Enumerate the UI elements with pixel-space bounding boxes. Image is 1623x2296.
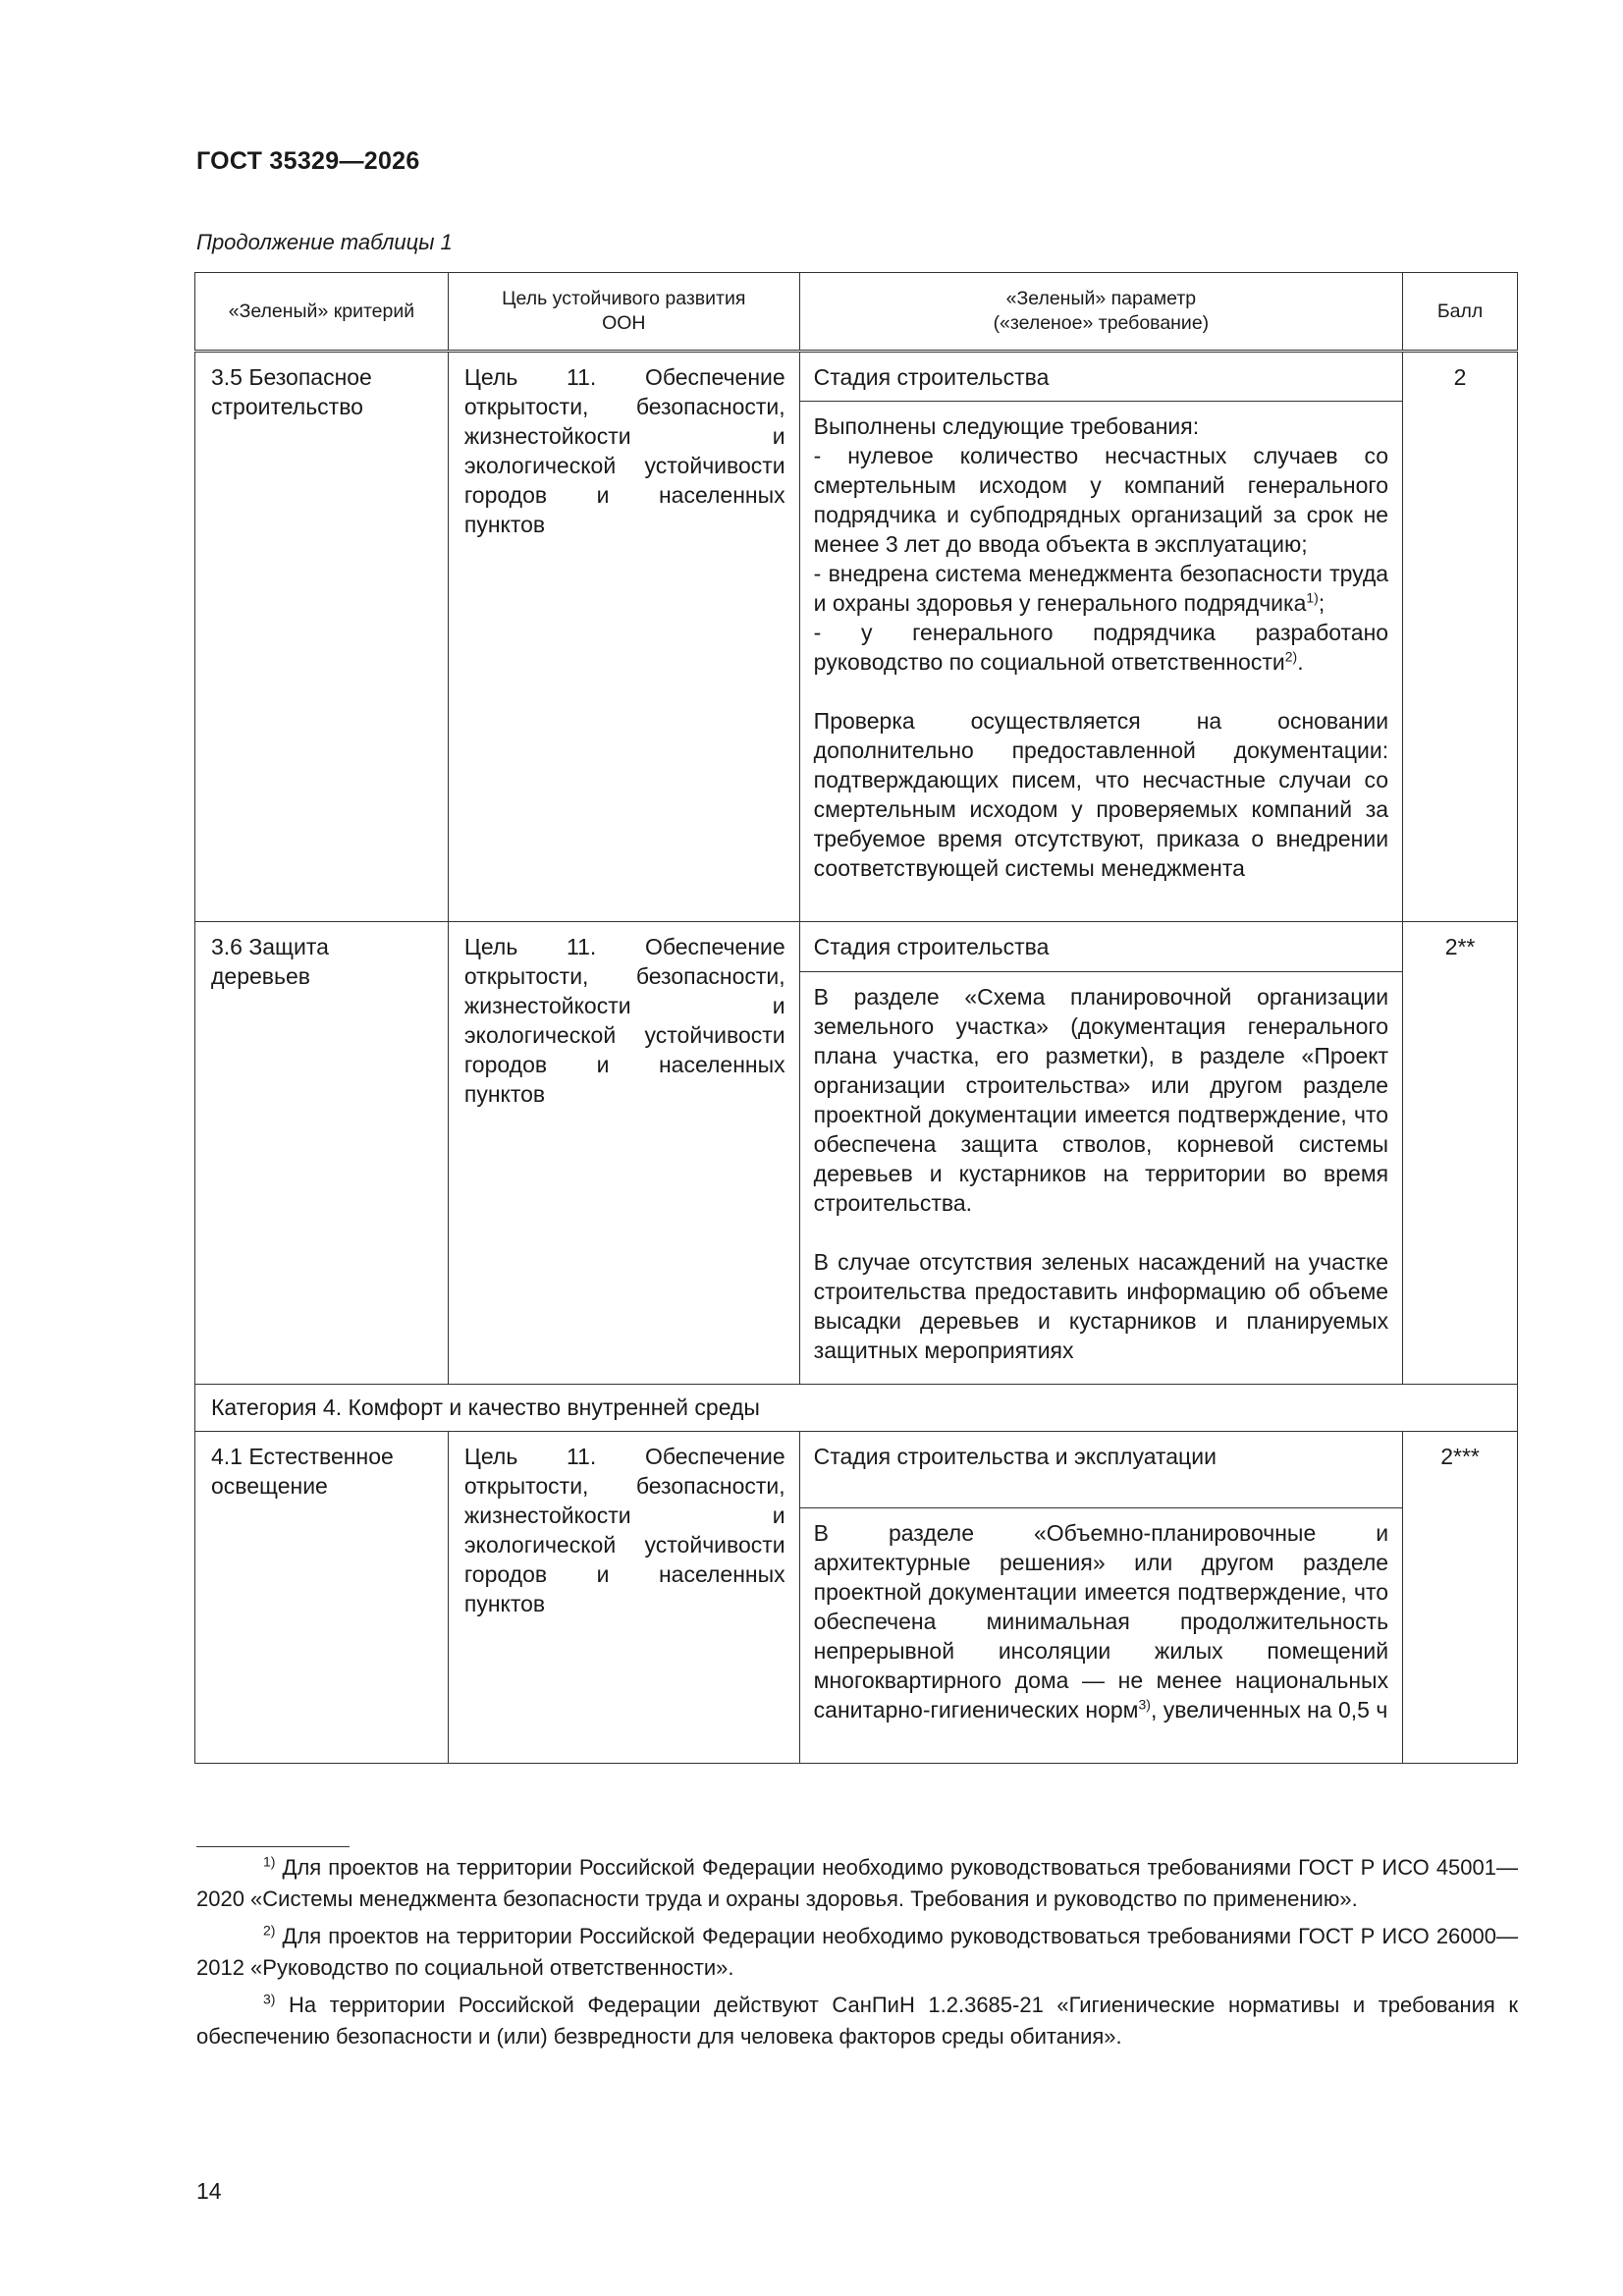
score-cell: 2***	[1403, 1432, 1518, 1764]
footnote-text: Для проектов на территории Российской Федерации необходимо руководствоваться требованиями ГОСТ Р ИСО 45001—2020 «Системы менеджмента безопасности труда и охраны здоровья. Требования и руководство по применению».	[196, 1855, 1518, 1911]
footnote-ref: 2)	[1284, 648, 1298, 665]
score-cell: 2**	[1403, 922, 1518, 1385]
footnote-text: На территории Российской Федерации действуют СанПиН 1.2.3685-21 «Гигиенические нормативы и требования к обеспечению безопасности и (или) безвредности для человека факторов среды обитания».	[196, 1993, 1518, 2049]
stage-cell: Стадия строительства и эксплуатации	[799, 1432, 1402, 1508]
category-cell: Категория 4. Комфорт и качество внутренней среды	[195, 1385, 1518, 1432]
footnote-mark: 1)	[263, 1853, 276, 1870]
footnote-ref: 1)	[1306, 589, 1319, 606]
requirements-cell	[799, 1508, 1402, 1764]
requirements-intro: Выполнены следующие требования:	[813, 413, 1200, 439]
criterion-cell: 3.5 Безопасное строительство	[195, 352, 449, 922]
footnote-mark: 2)	[263, 1922, 276, 1939]
verification-text: Проверка осуществляется на основании дополнительно предоставленной документации: подтверждающих писем, что несчастные случаи со смертельным исходом у проверяемых компаний за требуемое время отсутствуют, приказа о внедрении соответствующей системы менеджмента	[813, 708, 1389, 881]
requirement-text: В разделе «Схема планировочной организации земельного участка» (документация генерального плана участка, его разметки), в разделе «Проект организации строительства» или другом разделе проектной документации имеется подтверждение, что обеспечена защита стволов, корневой системы деревьев и кустарников на территории во время строительства.	[813, 984, 1389, 1216]
document-header: ГОСТ 35329—2026	[196, 147, 420, 175]
footnote	[196, 1852, 1518, 1915]
goal-cell: Цель 11. Обеспечение открытости, безопасности, жизнестойкости и экологической устойчивости городов и населенных пунктов	[448, 922, 799, 1385]
column-header-goal-line2: ООН	[602, 312, 646, 334]
column-header-goal	[448, 273, 799, 352]
table-row	[195, 922, 1518, 972]
requirement-item: - внедрена система менеджмента безопасности труда и охраны здоровья у генерального подрядчика	[813, 561, 1389, 616]
goal-cell: Цель 11. Обеспечение открытости, безопасности, жизнестойкости и экологической устойчивости городов и населенных пунктов	[448, 352, 799, 922]
requirement-item: - нулевое количество несчастных случаев со смертельным исходом у компаний генерального подрядчика и субподрядных организаций за срок не менее 3 лет до ввода объекта в эксплуатацию;	[813, 443, 1389, 557]
requirements-cell	[799, 402, 1402, 922]
requirement-punct: ;	[1318, 590, 1325, 616]
requirement-text-end: , увеличенных на 0,5 ч	[1150, 1697, 1388, 1722]
footnotes	[196, 1852, 1518, 2058]
table-row	[195, 1432, 1518, 1508]
requirements-cell	[799, 972, 1402, 1385]
goal-cell: Цель 11. Обеспечение открытости, безопасности, жизнестойкости и экологической устойчивости городов и населенных пунктов	[448, 1432, 799, 1764]
requirements-table	[194, 272, 1518, 1764]
column-header-param-line1: «Зеленый» параметр	[1005, 288, 1197, 309]
requirement-punct: .	[1297, 649, 1304, 675]
column-header-param-line2: («зеленое» требование)	[993, 312, 1210, 334]
footnote-separator	[196, 1846, 350, 1847]
criterion-cell: 4.1 Естественное освещение	[195, 1432, 449, 1764]
table-caption: Продолжение таблицы 1	[196, 230, 453, 254]
column-header-goal-line1: Цель устойчивого развития	[502, 288, 746, 309]
column-header-criterion: «Зеленый» критерий	[195, 273, 449, 352]
table-header-row	[195, 273, 1518, 352]
footnote	[196, 1990, 1518, 2052]
requirement-text: В разделе «Объемно-планировочные и архитектурные решения» или другом разделе проектной документации имеется подтверждение, что обеспечена минимальная продолжительность непрерывной инсоляции жилых помещений многоквартирного дома — не менее национальных санитарно-гигиенических норм	[813, 1520, 1389, 1722]
footnote	[196, 1921, 1518, 1984]
column-header-score: Балл	[1403, 273, 1518, 352]
category-row	[195, 1385, 1518, 1432]
criterion-cell: 3.6 Защита деревьев	[195, 922, 449, 1385]
footnote-text: Для проектов на территории Российской Федерации необходимо руководствоваться требованиями ГОСТ Р ИСО 26000—2012 «Руководство по социальной ответственности».	[196, 1924, 1518, 1980]
page-number: 14	[196, 2178, 222, 2204]
footnote-ref: 3)	[1138, 1696, 1151, 1713]
table-row	[195, 352, 1518, 402]
footnote-mark: 3)	[263, 1991, 276, 2007]
column-header-parameter	[799, 273, 1402, 352]
requirement-text: В случае отсутствия зеленых насаждений на участке строительства предоставить информацию об объеме высадки деревьев и кустарников и планируемых защитных мероприятиях	[813, 1249, 1389, 1363]
score-cell: 2	[1403, 352, 1518, 922]
requirement-item: - у генерального подрядчика разработано руководство по социальной ответственности	[813, 620, 1389, 675]
stage-cell: Стадия строительства	[799, 922, 1402, 972]
stage-cell: Стадия строительства	[799, 352, 1402, 402]
